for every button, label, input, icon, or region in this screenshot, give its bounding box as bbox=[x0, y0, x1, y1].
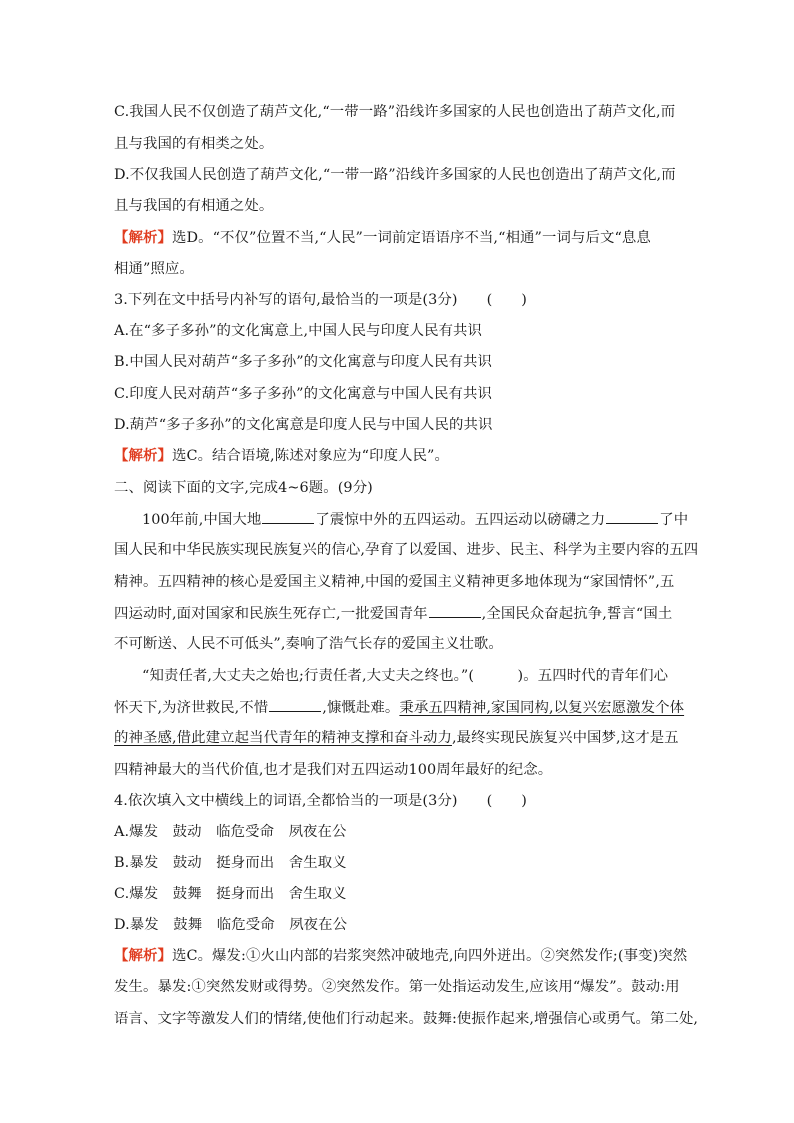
answer-tag: 【解析】 bbox=[114, 947, 172, 964]
passage-text: 怀天下,为济世救民,不惜 bbox=[114, 700, 269, 716]
passage-text: ,最终实现民族复兴中国梦,这才是五 bbox=[451, 730, 679, 746]
answer-text: 选D。“不仅”位置不当,“人民”一词前定语语序不当,“相通”一词与后文“息息 bbox=[171, 230, 651, 246]
answer-3 bbox=[114, 446, 684, 466]
section-2-heading: 二、阅读下面的文字,完成4~6题。(9分) bbox=[114, 480, 373, 496]
option-c-line-2: 且与我国的有相类之处。 bbox=[114, 136, 274, 152]
fill-blank bbox=[429, 603, 481, 618]
question-4-option-d: D.暴发 鼓舞 临危受命 夙夜在公 bbox=[114, 917, 348, 933]
passage-p1-line-4 bbox=[114, 603, 684, 624]
question-4: 4.依次填入文中横线上的词语,全都恰当的一项是(3分) ( ) bbox=[114, 793, 527, 809]
question-3-option-a: A.在“多子多孙”的文化寓意上,中国人民与印度人民有共识 bbox=[114, 323, 483, 339]
passage-p2-line-2 bbox=[114, 697, 684, 718]
fill-blank bbox=[262, 509, 314, 524]
passage-text: ,慷慨赴难。 bbox=[322, 700, 400, 716]
question-4-option-a: A.爆发 鼓动 临危受命 夙夜在公 bbox=[114, 824, 347, 840]
passage-text: 四运动时,面对国家和民族生死存亡,一批爱国青年 bbox=[114, 606, 428, 622]
underlined-sentence: 的神圣感,借此建立起当代青年的精神支撑和奋斗动力 bbox=[114, 730, 452, 746]
fill-blank bbox=[606, 509, 658, 524]
option-d-line-1: D.不仅我国人民创造了葫芦文化,“一带一路”沿线许多国家的人民也创造出了葫芦文化,而 bbox=[114, 167, 676, 183]
passage-text: 了中 bbox=[659, 512, 689, 528]
passage-p2-line-4: 四精神最大的当代价值,也才是我们对五四运动100周年最好的纪念。 bbox=[114, 762, 553, 778]
answer-text: 选C。爆发:①火山内部的岩浆突然冲破地壳,向四外迸出。②突然发作;(事变)突然 bbox=[171, 948, 688, 964]
option-d-line-2: 且与我国的有相通之处。 bbox=[114, 198, 274, 214]
answer-4-line-1 bbox=[114, 946, 688, 966]
question-3-option-b: B.中国人民对葫芦“多子多孙”的文化寓意与印度人民有共识 bbox=[114, 354, 493, 370]
answer-2-line-2: 相通”照应。 bbox=[114, 261, 194, 277]
option-c-line-1: C.我国人民不仅创造了葫芦文化,“一带一路”沿线许多国家的人民也创造出了葫芦文化,而 bbox=[114, 104, 676, 120]
question-3: 3.下列在文中括号内补写的语句,最恰当的一项是(3分) ( ) bbox=[114, 292, 527, 308]
passage-p1-line-5: 不可断送、人民不可低头”,奏响了浩气长存的爱国主义壮歌。 bbox=[114, 636, 503, 652]
question-4-option-c: C.爆发 鼓舞 挺身而出 舍生取义 bbox=[114, 886, 347, 902]
fill-blank bbox=[269, 697, 321, 712]
passage-p1-line-3: 精神。五四精神的核心是爱国主义精神,中国的爱国主义精神更多地体现为“家国情怀”,五 bbox=[114, 574, 675, 590]
answer-2-line-1 bbox=[114, 228, 684, 248]
passage-p1-line-2: 国人民和中华民族实现民族复兴的信心,孕育了以爱国、进步、民主、科学为主要内容的五四 bbox=[114, 542, 699, 558]
answer-4-line-2: 发生。暴发:①突然发财或得势。②突然发作。第一处指运动发生,应该用“爆发”。鼓动:用 bbox=[114, 979, 680, 995]
answer-tag: 【解析】 bbox=[114, 229, 172, 246]
passage-text: ,全国民众奋起抗争,誓言“国土 bbox=[481, 606, 673, 622]
answer-text: 选C。结合语境,陈述对象应为“印度人民”。 bbox=[171, 448, 450, 464]
underlined-sentence: 秉承五四精神,家国同构,以复兴宏愿激发个体 bbox=[399, 700, 685, 716]
passage-text: 100年前,中国大地 bbox=[142, 512, 262, 528]
answer-tag: 【解析】 bbox=[114, 447, 172, 464]
question-4-option-b: B.暴发 鼓动 挺身而出 舍生取义 bbox=[114, 855, 347, 871]
answer-4-line-3: 语言、文字等激发人们的情绪,使他们行动起来。鼓舞:使振作起来,增强信心或勇气。第二处, bbox=[114, 1011, 699, 1027]
passage-p2-line-1: “知责任者,大丈夫之始也;行责任者,大丈夫之终也。”( )。五四时代的青年们心 bbox=[142, 668, 669, 684]
passage-p2-line-3 bbox=[114, 728, 684, 748]
question-3-option-c: C.印度人民对葫芦“多子多孙”的文化寓意与中国人民有共识 bbox=[114, 386, 492, 402]
passage-p1-line-1 bbox=[142, 509, 689, 530]
question-3-option-d: D.葫芦“多子多孙”的文化寓意是印度人民与中国人民的共识 bbox=[114, 417, 493, 433]
passage-text: 了震惊中外的五四运动。五四运动以磅礴之力 bbox=[315, 512, 606, 528]
